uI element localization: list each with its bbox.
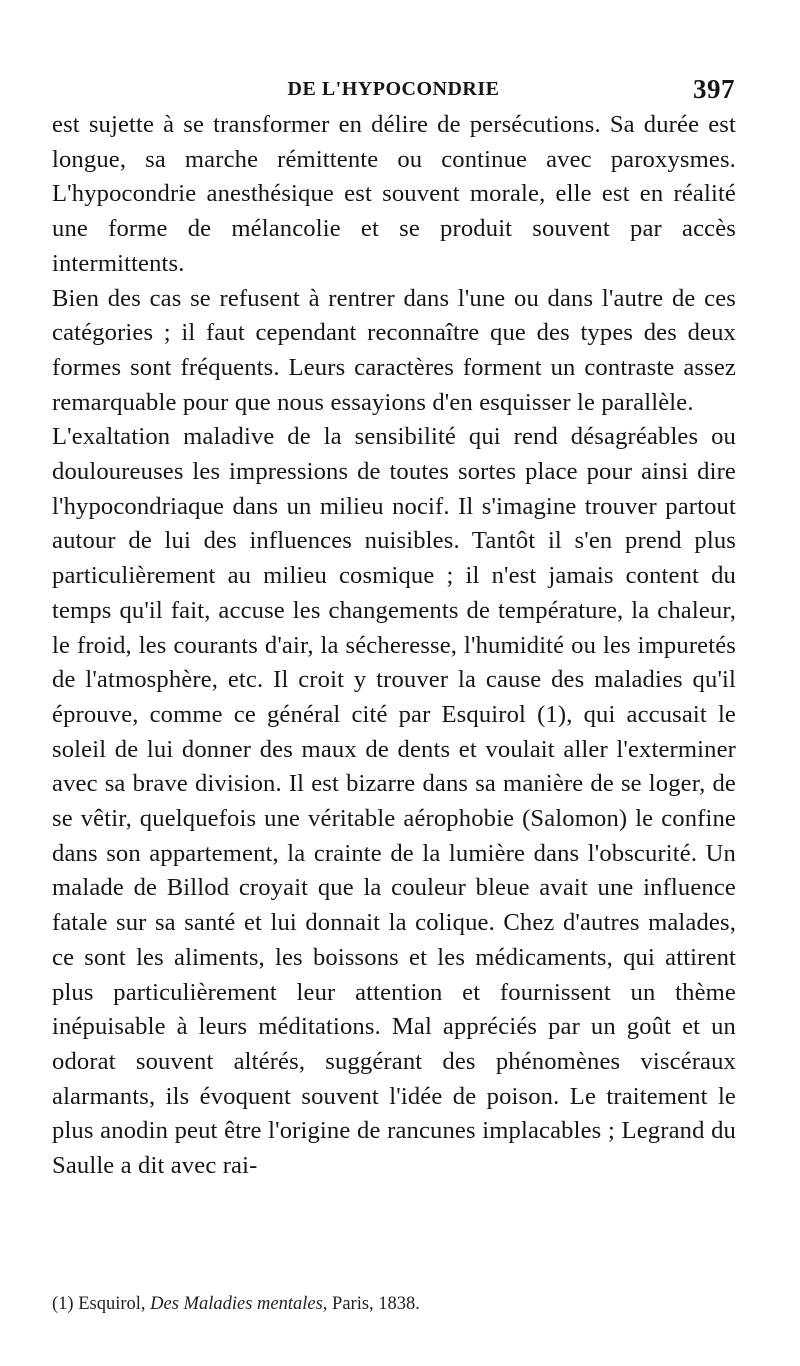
footnote-rest: , Paris, 1838. — [322, 1294, 420, 1314]
footnote-title: Des Maladies mentales — [150, 1294, 323, 1314]
footnote-marker: (1) Esquirol, — [52, 1294, 151, 1314]
footnote — [52, 1292, 736, 1316]
running-head — [52, 74, 735, 108]
paragraph-1: est sujette à se transformer en délire de persécutions. Sa durée est longue, sa marche rémittente ou continue avec paroxysmes. L'hypocondrie anesthésique est souvent morale, elle est en réalité une forme de mélancolie et se produit souvent par accès intermittents. — [52, 111, 736, 277]
paragraph-2: Bien des cas se refusent à rentrer dans l'une ou dans l'autre de ces catégories ; il faut cependant reconnaître que des types des deux formes sont fréquents. Leurs caractères forment un contraste assez remarquable pour que nous essayions d'en esquisser le parallèle. — [52, 284, 736, 416]
paragraph-3: L'exaltation maladive de la sensibilité qui rend désagréables ou douloureuses les impressions de toutes sortes place pour ainsi dire l'hypocondriaque dans un milieu nocif. Il s'imagine trouver partout autour de lui des influences nuisibles. Tantôt il s'en prend plus particulièrement au milieu cosmique ; il n'est jamais content du temps qu'il fait, accuse les changements de température, la chaleur, le froid, les courants d'air, la sécheresse, l'humidité ou les impuretés de l'atmosphère, etc. Il croit y trouver la cause des maladies qu'il éprouve, comme ce général cité par Esquirol (1), qui accusait le soleil de lui donner des maux de dents et voulait aller l'exterminer avec sa brave division. Il est bizarre dans sa manière de se loger, de se vêtir, quelquefois une véritable aérophobie (Salomon) le confine dans son appartement, la crainte de la lumière dans l'obscurité. Un malade de Billod croyait que la couleur bleue avait une influence fatale sur sa santé et lui donnait la colique. Chez d'autres malades, ce sont les aliments, les boissons et les médicaments, qui attirent plus particulièrement leur attention et fournissent un thème inépuisable à leurs méditations. Mal appréciés par un goût et un odorat souvent altérés, suggérant des phénomènes viscéraux alarmants, ils évoquent souvent l'idée de poison. Le traitement le plus anodin peut être l'origine de rancunes implacables ; Legrand du Saulle a dit avec rai- — [52, 423, 736, 1180]
page-number: 397 — [693, 74, 735, 104]
running-title: DE L'HYPOCONDRIE — [287, 78, 500, 100]
body-text — [52, 108, 736, 1184]
